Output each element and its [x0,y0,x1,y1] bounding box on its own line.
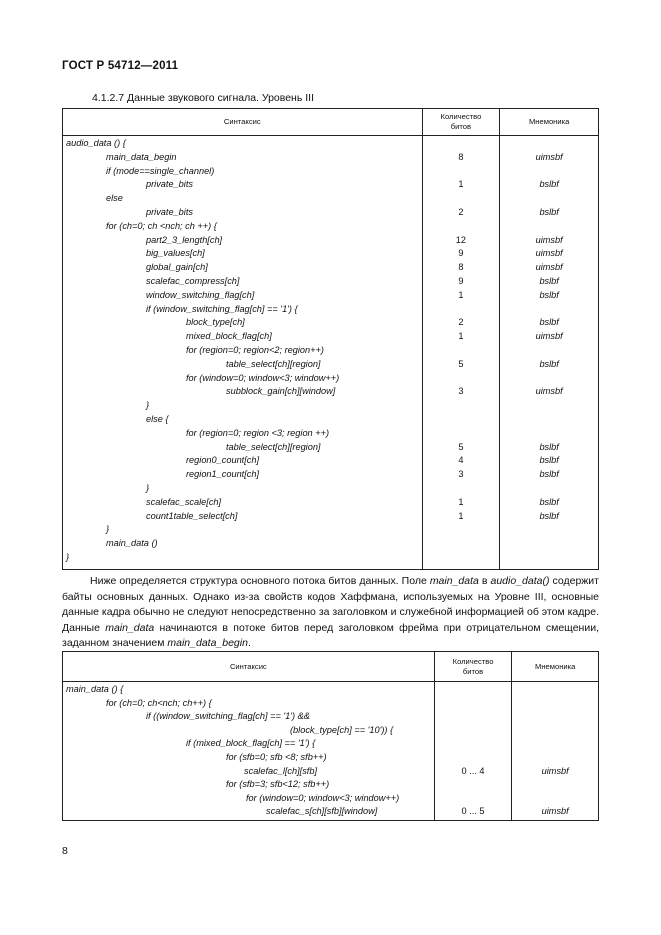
mnemonic-value: bslbf [539,469,559,480]
syntax-line: part2_3_length[ch] [146,234,223,245]
mnemonic-value [500,551,598,565]
main-data-syntax-table [62,651,599,821]
syntax-line: region0_count[ch] [186,455,260,466]
paragraph-text: в [478,575,491,587]
bits-value [423,303,500,317]
syntax-line: private_bits [146,206,193,217]
column-header-bits-line2: битов [462,666,484,676]
mnemonic-value: bslbf [539,358,559,369]
section-title: 4.1.2.7 Данные звукового сигнала. Уровень III [92,92,314,104]
paragraph-term: main_data [429,575,479,587]
syntax-line: scalefac_scale[ch] [146,496,222,507]
bits-value [423,523,500,537]
bits-column [434,682,512,821]
mnemonic-value [500,482,598,496]
syntax-line: count1table_select[ch] [146,510,238,521]
mnemonic-value: uimsbf [535,151,563,162]
syntax-line: for (region=0; region <3; region ++) [186,427,330,438]
bits-value [423,372,500,386]
bits-value [423,399,500,413]
mnemonic-value [500,523,598,537]
bits-value [423,137,500,151]
mnemonic-value: uimsbf [535,331,563,342]
mnemonic-value: bslbf [539,510,559,521]
mnemonic-value [512,710,598,724]
bits-column [422,136,500,570]
syntax-line: if (mixed_block_flag[ch] == '1') { [186,738,316,749]
bits-value: 0 ... 5 [461,806,485,817]
bits-value: 9 [458,248,464,259]
mnemonic-value: bslbf [539,455,559,466]
bits-value: 8 [458,262,464,273]
mnemonic-value: bslbf [539,179,559,190]
syntax-line: private_bits [146,179,193,190]
syntax-line: subblock_gain[ch][window] [226,386,336,397]
bits-value: 1 [458,179,464,190]
syntax-line: mixed_block_flag[ch] [186,331,272,342]
bits-value: 0 ... 4 [461,765,485,776]
mnemonic-value [500,137,598,151]
mnemonic-value: uimsbf [535,262,563,273]
syntax-line: block_type[ch] [186,317,245,328]
mnemonic-value [512,792,598,806]
mnemonic-value: bslbf [539,275,559,286]
paragraph-text: Ниже определяется структура основного потока битов данных. Поле [90,575,430,587]
bits-value [423,220,500,234]
syntax-line: else [106,193,123,204]
bits-value: 9 [458,275,464,286]
mnemonic-value: uimsbf [535,248,563,259]
paragraph-term: main_data [105,621,155,634]
bits-value [423,413,500,427]
syntax-line: for (ch=0; ch <nch; ch ++) { [106,220,217,231]
document-header: ГОСТ Р 54712—2011 [62,60,179,72]
mnemonic-value [500,220,598,234]
paragraph-text: содержит байты основных данных. Однако из-за свойств кодов Хаффмана, используемых на Уровне III, основные данные кадра обычно не следуют непосредственно за заголовком и служебной информацией об этом кадре. Данные [62,575,599,634]
bits-value: 5 [458,441,464,452]
mnemonic-value [500,427,598,441]
syntax-line: window_switching_flag[ch] [146,289,255,300]
bits-value [423,165,500,179]
bits-value [435,724,512,738]
mnemonic-value: uimsbf [541,765,569,776]
mnemonic-value: bslbf [539,496,559,507]
page-number: 8 [62,845,68,857]
syntax-line: for (region=0; region<2; region++) [186,344,324,355]
bits-value: 8 [458,151,464,162]
bits-value: 4 [458,455,464,466]
mnemonic-value: bslbf [539,317,559,328]
paragraph-term: audio_data() [490,575,550,587]
syntax-line: for (ch=0; ch<nch; ch++) { [106,697,212,708]
mnemonic-value [500,399,598,413]
bits-value [423,192,500,206]
mnemonic-value [500,303,598,317]
column-header-bits-line1: Количество [452,656,494,666]
syntax-line: big_values[ch] [146,248,205,259]
syntax-line: region1_count[ch] [186,469,260,480]
column-header-bits [422,109,500,136]
mnemonic-value: bslbf [539,289,559,300]
bits-value: 1 [458,510,464,521]
bits-value [423,551,500,565]
mnemonic-value [512,683,598,697]
syntax-column [63,682,435,821]
mnemonic-value [512,751,598,765]
syntax-line: if (mode==single_channel) [106,165,215,176]
bits-value [435,751,512,765]
mnemonic-value [500,372,598,386]
syntax-line: table_select[ch][region] [226,358,321,369]
syntax-line: main_data () { [66,684,124,694]
bits-value: 1 [458,331,464,342]
bits-value: 2 [458,317,464,328]
bits-value [423,482,500,496]
audio-data-syntax-table [62,108,599,570]
syntax-line: scalefac_l[ch][sfb] [244,765,318,776]
column-header-syntax: Синтаксис [63,652,435,682]
column-header-syntax: Синтаксис [63,109,423,136]
syntax-line: audio_data () { [66,138,126,148]
syntax-line: } [146,482,150,493]
mnemonic-column [512,682,599,821]
mnemonic-value [512,778,598,792]
bits-value: 12 [455,234,467,245]
bits-value [423,427,500,441]
bits-value [435,697,512,711]
syntax-line: for (sfb=0; sfb <8; sfb++) [226,751,327,762]
bits-value [435,737,512,751]
bits-value: 2 [458,206,464,217]
syntax-line: } [106,524,110,535]
bits-value: 3 [458,386,464,397]
syntax-line: table_select[ch][region] [226,441,321,452]
bits-value [423,537,500,551]
column-header-bits-line1: Количество [440,112,482,121]
mnemonic-value [500,344,598,358]
column-header-mnemonic: Мнемоника [500,109,599,136]
syntax-line: for (window=0; window<3; window++) [186,372,340,383]
syntax-line: (block_type[ch] == '10')) { [290,724,394,735]
syntax-line: main_data_begin [106,151,177,162]
bits-value [435,778,512,792]
bits-value [435,792,512,806]
paragraph-term: main_data_begin [167,637,248,649]
mnemonic-value: uimsbf [535,234,563,245]
mnemonic-value [512,697,598,711]
syntax-line: if (window_switching_flag[ch] == '1') { [146,303,298,314]
mnemonic-value [500,165,598,179]
bits-value: 3 [458,469,464,480]
paragraph-text: начинаются в потоке битов перед заголовком фрейма при отрицательном смещении, заданном значением [62,621,599,649]
syntax-line: } [146,400,150,411]
paragraph-text: . [247,637,251,649]
column-header-bits [434,652,512,682]
column-header-mnemonic: Мнемоника [512,652,599,682]
body-paragraph [62,574,599,652]
bits-value: 1 [458,496,464,507]
syntax-line: else { [146,413,169,424]
bits-value: 5 [458,358,464,369]
syntax-line: for (sfb=3; sfb<12; sfb++) [226,779,330,790]
mnemonic-value [500,192,598,206]
syntax-line: global_gain[ch] [146,262,208,273]
syntax-line: for (window=0; window<3; window++) [246,792,400,803]
mnemonic-value: uimsbf [535,386,563,397]
mnemonic-value: bslbf [539,206,559,217]
mnemonic-value: bslbf [539,441,559,452]
bits-value: 1 [458,289,464,300]
syntax-line: scalefac_s[ch][sfb][window] [266,806,378,817]
bits-value [435,683,512,697]
bits-value [423,344,500,358]
syntax-line: scalefac_compress[ch] [146,275,240,286]
syntax-column [63,136,423,570]
syntax-line: main_data () [106,538,158,549]
mnemonic-column [500,136,599,570]
syntax-line: } [66,551,70,562]
column-header-bits-line2: битов [450,122,472,131]
mnemonic-value [512,737,598,751]
mnemonic-value: uimsbf [541,806,569,817]
mnemonic-value [512,724,598,738]
bits-value [435,710,512,724]
syntax-line: if ((window_switching_flag[ch] == '1') && [146,711,310,722]
mnemonic-value [500,413,598,427]
mnemonic-value [500,537,598,551]
